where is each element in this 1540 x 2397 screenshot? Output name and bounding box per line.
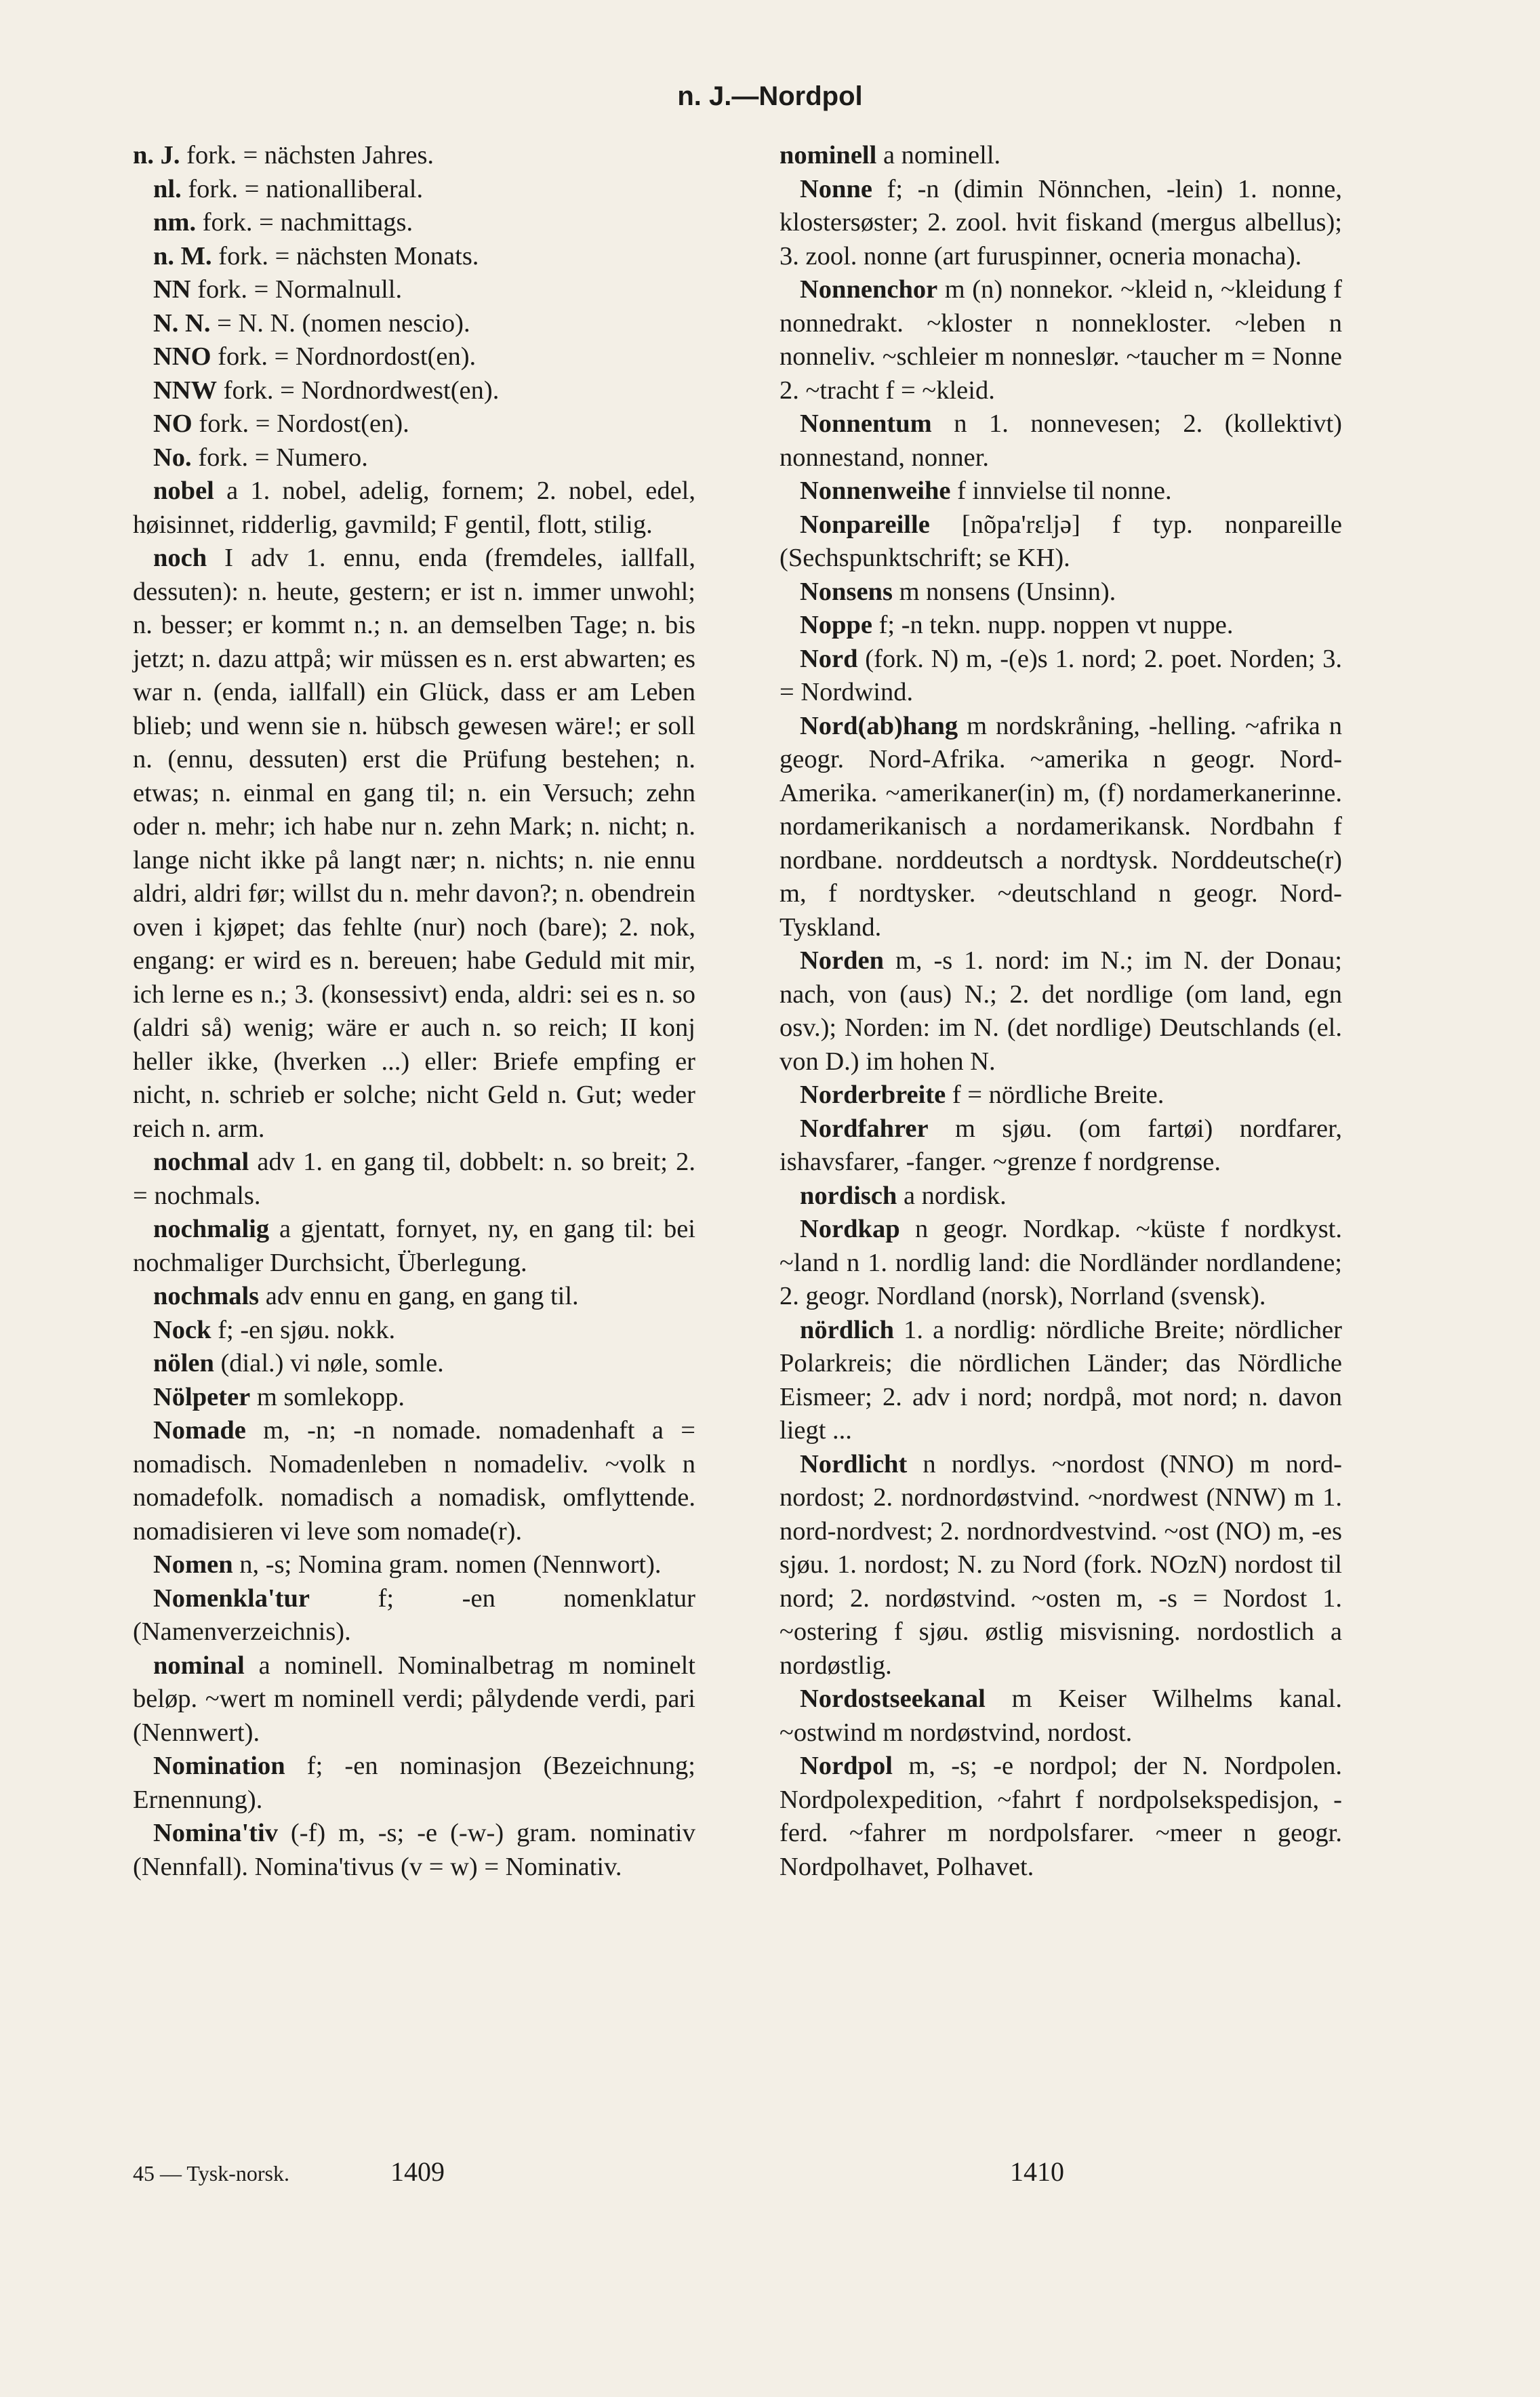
headword: Nordlicht (800, 1449, 908, 1478)
dictionary-entry: Nordostseekanal m Keiser Wilhelms kanal. ~ostwind m nordøstvind, nordost. (779, 1685, 1342, 1747)
dictionary-entry: N. N. = N. N. (nomen nescio). (153, 308, 470, 338)
headword: nominal (153, 1651, 245, 1680)
headword: NO (153, 409, 192, 438)
headword: n. M. (153, 241, 212, 270)
dictionary-entry: n. J. fork. = nächsten Jahres. (133, 141, 434, 169)
headword: nordisch (800, 1181, 897, 1210)
headword: Nonnenweihe (800, 477, 951, 505)
dictionary-entry: nordisch a nordisk. (800, 1181, 1007, 1210)
headword: nochmal (153, 1148, 249, 1176)
dictionary-entry: Nord(ab)hang m nordskråning, -helling. ~afrika n geogr. Nord-Afrika. ~amerika n geogr. Nord-Amerika. ~amerikaner(in) m, (f) nordamerkanerinne. nordamerikanisch a nordamerikansk. Nordbahn f nordbane. norddeutsch a nordtysk. Norddeutsche(r) m, f nordtysker. ~deutschland n geogr. Nord-Tyskland. (779, 711, 1342, 942)
headword: NNW (153, 376, 218, 405)
dictionary-entry: Nomina'tiv (-f) m, -s; -e (-w-) gram. nominativ (Nennfall). Nomina'tivus (v = w) = Nominativ. (133, 1819, 695, 1881)
headword: nominell (779, 141, 877, 169)
right-column (779, 139, 1342, 1884)
dictionary-entry: nölen (dial.) vi nøle, somle. (153, 1349, 444, 1377)
headword: nölen (153, 1349, 214, 1377)
dictionary-entry: nominal a nominell. Nominalbetrag m nominelt beløp. ~wert m nominell verdi; pålydende verdi, pari (Nennwert). (133, 1651, 695, 1747)
headword: Nomenkla'tur (153, 1584, 310, 1613)
left-column (133, 139, 695, 1884)
headword: No. (153, 443, 192, 472)
headword: Nonne (800, 174, 872, 203)
dictionary-entry: nochmal adv 1. en gang til, dobbelt: n. so breit; 2. = nochmals. (133, 1148, 695, 1210)
headword: Nordpol (800, 1752, 893, 1780)
dictionary-entry: NO fork. = Nordost(en). (153, 409, 409, 438)
dictionary-entry: nochmalig a gjentatt, fornyet, ny, en gang til: bei nochmaliger Durchsicht, Überlegung. (133, 1215, 695, 1277)
headword: nördlich (800, 1315, 895, 1344)
dictionary-entry: Nonnenweihe f innvielse til nonne. (800, 477, 1172, 505)
dictionary-entry: Norden m, -s 1. nord: im N.; im N. der Donau; nach, von (aus) N.; 2. det nordlige (om land, egn osv.); Norden: im N. (det nordlige) Deutschlands (el. von D.) im hohen N. (779, 946, 1342, 1076)
left-page-number: 1409 (390, 2156, 445, 2187)
dictionary-entry: Nord (fork. N) m, -(e)s 1. nord; 2. poet. Norden; 3. = Nordwind. (779, 644, 1342, 706)
dictionary-entry: Nomenkla'tur f; -en nomenklatur (Namenverzeichnis). (133, 1584, 695, 1646)
signature-mark: 45 — Tysk-norsk. (133, 2161, 289, 2186)
headword: nochmalig (153, 1215, 270, 1243)
dictionary-entry: Norderbreite f = nördliche Breite. (800, 1081, 1164, 1109)
headword: Nordfahrer (800, 1114, 929, 1143)
dictionary-entry: No. fork. = Numero. (153, 443, 368, 472)
headword: Nordostseekanal (800, 1685, 986, 1713)
dictionary-entry: nördlich 1. a nordlig: nördliche Breite; nördlicher Polarkreis; die nördlichen Länder; das Nördliche Eismeer; 2. adv i nord; nordpå, mot nord; n. davon liegt ... (779, 1315, 1342, 1445)
headword: NN (153, 275, 191, 304)
dictionary-entry: Nordlicht n nordlys. ~nordost (NNO) m nord-nordost; 2. nordnordøstvind. ~nordwest (NNW) m 1. nord-nordvest; 2. nordnordvestvind. ~ost (NO) m, -es sjøu. 1. nordost; N. zu Nord (fork. NOzN) nordost til nord; 2. nordøstvind. ~osten m, -s = Nordost 1. ~ostering f sjøu. østlig misvisning. nordostlich a nordøstlig. (779, 1449, 1342, 1680)
dictionary-entry: n. M. fork. = nächsten Monats. (153, 241, 479, 270)
headword: n. J. (133, 141, 180, 169)
dictionary-entry: nm. fork. = nachmittags. (153, 208, 413, 237)
dictionary-entry: Nonne f; -n (dimin Nönnchen, -lein) 1. nonne, klostersøster; 2. zool. hvit fiskand (mergus albellus); 3. zool. nonne (art furuspinner, ocneria monacha). (779, 174, 1342, 270)
dictionary-entry: NNO fork. = Nordnordost(en). (153, 342, 477, 371)
headword: nobel (153, 477, 214, 505)
dictionary-entry: nochmals adv ennu en gang, en gang til. (153, 1282, 579, 1310)
dictionary-entry: Nomen n, -s; Nomina gram. nomen (Nennwort). (153, 1550, 662, 1579)
dictionary-entry: Nock f; -en sjøu. nokk. (153, 1315, 396, 1344)
dictionary-entry: Nonpareille [nõpa'rɛljə] f typ. nonpareille (Sechspunktschrift; se KH). (779, 510, 1342, 572)
headword: Nonnenchor (800, 275, 938, 304)
dictionary-entry: nobel a 1. nobel, adelig, fornem; 2. nobel, edel, høisinnet, ridderlig, gavmild; F gentil, flott, stilig. (133, 477, 695, 539)
headword: Nock (153, 1315, 211, 1344)
headword: Norderbreite (800, 1081, 946, 1109)
headword: Nölpeter (153, 1382, 251, 1411)
headword: Nord(ab)hang (800, 711, 958, 740)
headword: Nonpareille (800, 510, 930, 539)
headword: Noppe (800, 611, 872, 639)
dictionary-entry: nl. fork. = nationalliberal. (153, 174, 424, 203)
headword: N. N. (153, 308, 211, 338)
dictionary-entry: noch I adv 1. ennu, enda (fremdeles, iallfall, dessuten): n. heute, gestern; er ist n. immer unwohl; n. besser; er kommt n.; n. an demselben Tage; n. bis jetzt; n. dazu attpå; wir müssen es n. erst abwarten; es war n. (enda, iallfall) ein Glück, dass er am Leben blieb; und wenn sie n. hübsch gewesen wäre!; er soll n. (ennu, dessuten) erst die Prüfung bestehen; n. etwas; n. einmal en gang til; n. ein Versuch; zehn oder n. mehr; ich habe nur n. zehn Mark; n. nicht; n. lange nicht ikke på langt nær; n. nichts; n. nie ennu aldri, aldri før; willst du n. mehr davon?; n. obendrein oven i kjøpet; das fehlte (nur) noch (bare); 2. nok, engang: er wird es n. bereuen; habe Geduld mit mir, ich lerne es n.; 3. (konsessivt) enda, aldri: sei es n. so (aldri så) wenig; wäre er auch n. so reich; II konj heller ikke, (hverken ...) eller: Briefe empfing er nicht, n. schrieb er solche; nicht Geld n. Gut; weder reich n. arm. (133, 544, 695, 1143)
dictionary-entry: Nonsens m nonsens (Unsinn). (800, 577, 1116, 606)
dictionary-entry: Nomade m, -n; -n nomade. nomadenhaft a = nomadisch. Nomadenleben n nomadeliv. ~volk n nomadefolk. nomadisch a nomadisk, omflyttende. nomadisieren vi leve som nomade(r). (133, 1416, 695, 1546)
headword: Nomination (153, 1752, 285, 1780)
headword: nl. (153, 174, 182, 203)
headword: nochmals (153, 1282, 260, 1310)
running-head: n. J.—Nordpol (677, 81, 863, 111)
headword: NNO (153, 342, 211, 371)
headword: Norden (800, 946, 885, 975)
right-page-number: 1410 (1010, 2156, 1064, 2187)
dictionary-entry: nominell a nominell. (779, 141, 1001, 169)
headword: Nord (800, 644, 858, 673)
headword: noch (153, 544, 207, 572)
dictionary-entry: NN fork. = Normalnull. (153, 275, 403, 304)
headword: Nordkap (800, 1215, 900, 1243)
dictionary-entry: Nomination f; -en nominasjon (Bezeichnung; Ernennung). (133, 1752, 695, 1814)
dictionary-entry: Nonnenchor m (n) nonnekor. ~kleid n, ~kleidung f nonnedrakt. ~kloster n nonnekloster. ~leben n nonneliv. ~schleier m nonneslør. ~taucher m = Nonne 2. ~tracht f = ~kleid. (779, 275, 1342, 405)
headword: Nomen (153, 1550, 233, 1579)
headword: Nomina'tiv (153, 1819, 278, 1847)
dictionary-entry: Nordfahrer m sjøu. (om fartøi) nordfarer, ishavsfarer, -fanger. ~grenze f nordgrense. (779, 1114, 1342, 1176)
headword: Nomade (153, 1416, 246, 1445)
dictionary-entry: NNW fork. = Nordnordwest(en). (153, 376, 500, 405)
dictionary-entry: Nölpeter m somlekopp. (153, 1382, 405, 1411)
dictionary-entry: Nonnentum n 1. nonnevesen; 2. (kollektivt) nonnestand, nonner. (779, 409, 1342, 472)
dictionary-entry: Nordkap n geogr. Nordkap. ~küste f nordkyst. ~land n 1. nordlig land: die Nordländer nordlandene; 2. geogr. Nordland (norsk), Norrland (svensk). (779, 1215, 1342, 1310)
headword: Nonnentum (800, 409, 932, 438)
headword: nm. (153, 208, 197, 237)
dictionary-entry: Nordpol m, -s; -e nordpol; der N. Nordpolen. Nordpolexpedition, ~fahrt f nordpolsekspedisjon, -ferd. ~fahrer m nordpolsfarer. ~meer n geogr. Nordpolhavet, Polhavet. (779, 1752, 1342, 1881)
dictionary-entry: Noppe f; -n tekn. nupp. noppen vt nuppe. (800, 611, 1234, 639)
headword: Nonsens (800, 577, 893, 606)
